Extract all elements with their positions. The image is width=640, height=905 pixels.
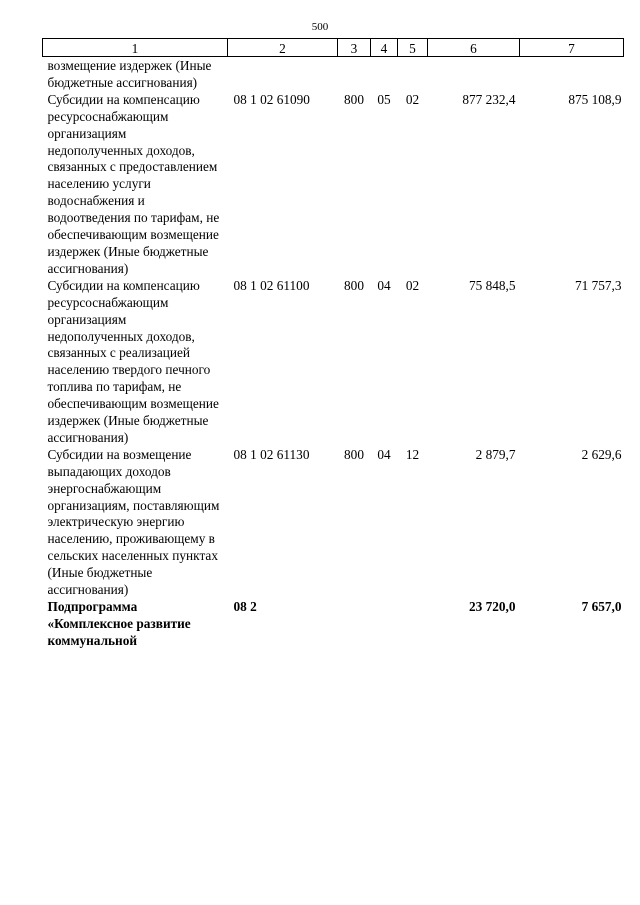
row-value-7: 2 629,6 — [581, 446, 622, 462]
budget-table — [42, 38, 624, 650]
row-code — [228, 57, 338, 92]
row-code: 08 2 — [233, 599, 257, 614]
row-col3: 800 — [344, 277, 364, 293]
row-value-7: 71 757,3 — [574, 277, 622, 293]
row-name: Подпрограмма «Комплексное развитие коммунальной — [47, 599, 191, 648]
row-col5 — [398, 57, 428, 92]
column-header-6: 6 — [428, 39, 520, 57]
row-col5: 12 — [405, 446, 420, 462]
table-row — [43, 92, 624, 278]
column-header-7: 7 — [520, 39, 624, 57]
row-value-6: 23 720,0 — [468, 599, 516, 614]
row-col4 — [371, 57, 398, 92]
row-col4: 04 — [377, 446, 391, 462]
row-value-6: 877 232,4 — [462, 91, 516, 107]
table-row — [43, 447, 624, 599]
row-col3: 800 — [344, 446, 364, 462]
row-name: возмещение издержек (Иные бюджетные ассигнования) — [47, 58, 212, 90]
row-col4 — [371, 599, 398, 650]
row-name: Субсидии на возмещение выпадающих доходов энергоснабжающим организациям, поставляющим электрическую энергию населению, проживающему в сельских населенных пунктах (Иные бюджетные ассигнования) — [47, 446, 220, 598]
row-col5: 02 — [405, 277, 420, 293]
column-header-5: 5 — [398, 39, 428, 57]
table-row — [43, 278, 624, 447]
row-col3: 800 — [344, 91, 364, 107]
row-col3 — [338, 57, 371, 92]
row-col4: 05 — [377, 91, 391, 107]
row-value-6: 2 879,7 — [475, 446, 516, 462]
table-header-row — [43, 39, 624, 57]
row-name: Субсидии на компенсацию ресурсоснабжающим организациям недополученных доходов, связанных с реализацией населению твердого печного топлива по тарифам, не обеспечивающим возмещение издержек (Иные бюджетные ассигнования) — [47, 277, 219, 445]
row-name: Субсидии на компенсацию ресурсоснабжающим организациям недополученных доходов, связанных с предоставлением населению услуги водоснабжения и водоотведения по тарифам, не обеспечивающим возмещение издержек (Иные бюджетные ассигнования) — [47, 91, 220, 276]
row-value-7: 875 108,9 — [568, 91, 622, 107]
row-value-6 — [428, 57, 520, 92]
row-col3 — [338, 599, 371, 650]
row-code: 08 1 02 61100 — [233, 277, 310, 293]
row-col5: 02 — [405, 91, 420, 107]
row-col4: 04 — [377, 277, 391, 293]
column-header-4: 4 — [371, 39, 398, 57]
column-header-2: 2 — [228, 39, 338, 57]
row-code: 08 1 02 61130 — [233, 446, 310, 462]
table-row-subprogram — [43, 599, 624, 650]
row-col5 — [398, 599, 428, 650]
page-number: 500 — [311, 21, 329, 33]
row-value-6: 75 848,5 — [468, 277, 516, 293]
row-code: 08 1 02 61090 — [233, 91, 310, 107]
column-header-1: 1 — [43, 39, 228, 57]
row-value-7 — [520, 57, 624, 92]
table-row — [43, 57, 624, 92]
column-header-3: 3 — [338, 39, 371, 57]
row-value-7: 7 657,0 — [581, 599, 622, 614]
